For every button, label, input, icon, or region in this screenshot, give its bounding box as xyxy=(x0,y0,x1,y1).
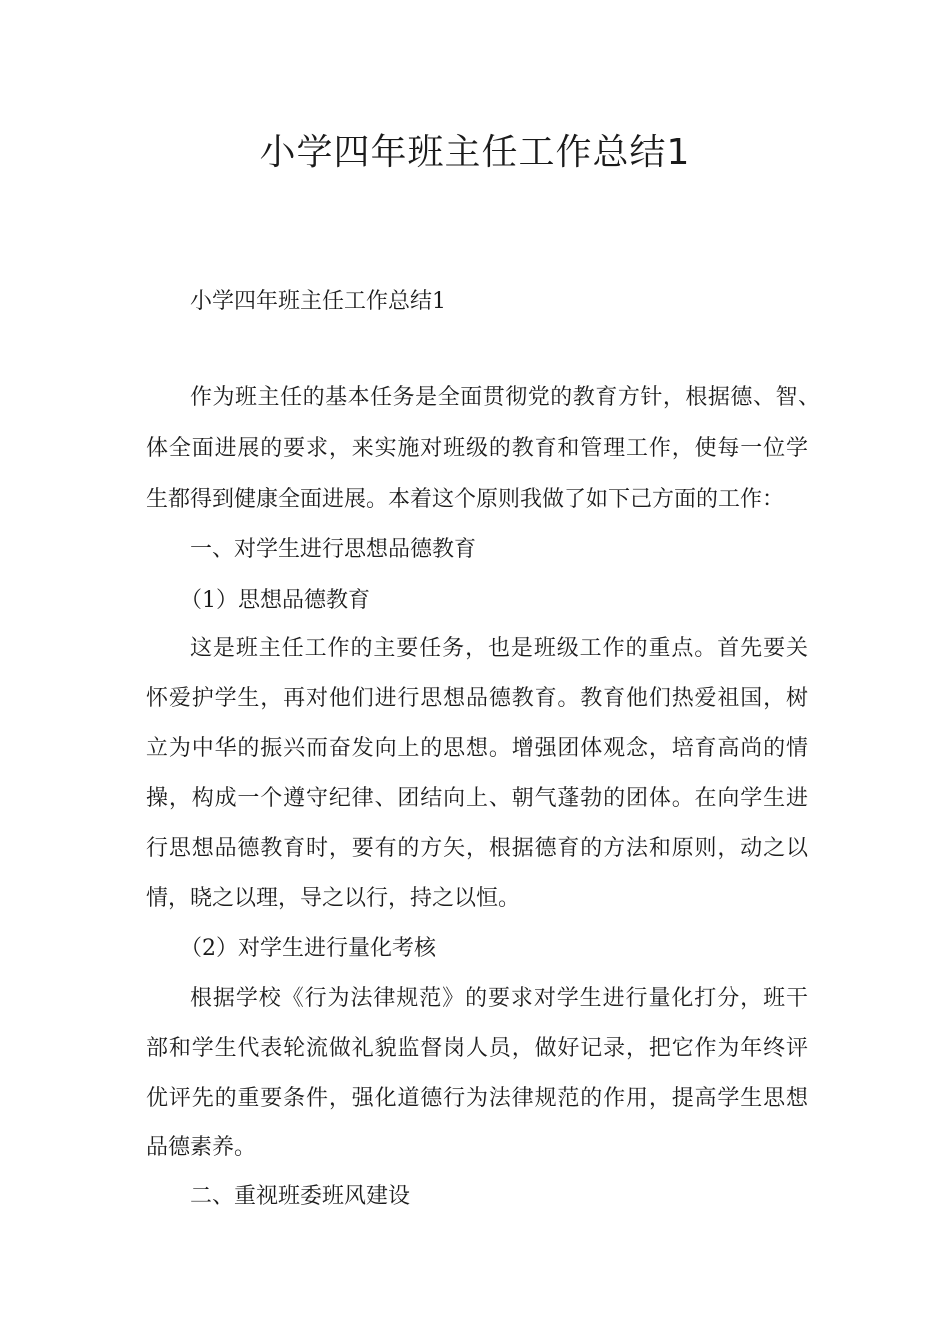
intro-line-2: 体全面进展的要求，来实施对班级的教育和管理工作，使每一位学 xyxy=(146,436,808,461)
section-1-sub-1-heading: （1）思想品德教育 xyxy=(180,588,370,613)
intro-line-1: 作为班主任的基本任务是全面贯彻党的教育方针，根据德、智、 xyxy=(190,385,820,410)
section-1-sub-1-line-3: 立为中华的振兴而奋发向上的思想。增强团体观念，培育高尚的情 xyxy=(146,736,808,761)
section-1-heading: 一、对学生进行思想品德教育 xyxy=(190,537,477,562)
section-1-sub-1-line-4: 操，构成一个遵守纪律、团结向上、朝气蓬勃的团体。在向学生进 xyxy=(146,786,808,811)
section-1-sub-2-heading: （2）对学生进行量化考核 xyxy=(180,936,436,961)
document-subtitle: 小学四年班主任工作总结1 xyxy=(190,289,446,314)
section-1-sub-1-line-5: 行思想品德教育时，要有的方矢，根据德育的方法和原则，动之以 xyxy=(146,836,808,861)
section-1-sub-2-line-2: 部和学生代表轮流做礼貌监督岗人员，做好记录，把它作为年终评 xyxy=(146,1036,808,1061)
section-1-sub-1-line-1: 这是班主任工作的主要任务，也是班级工作的重点。首先要关 xyxy=(190,636,808,661)
document-title: 小学四年班主任工作总结1 xyxy=(259,132,691,173)
section-2-heading: 二、重视班委班风建设 xyxy=(190,1184,411,1209)
section-1-sub-2-line-4: 品德素养。 xyxy=(146,1135,257,1160)
section-1-sub-2-line-3: 优评先的重要条件，强化道德行为法律规范的作用，提高学生思想 xyxy=(146,1086,808,1111)
intro-line-3: 生都得到健康全面进展。本着这个原则我做了如下己方面的工作： xyxy=(146,487,785,512)
section-1-sub-2-line-1: 根据学校《行为法律规范》的要求对学生进行量化打分，班干 xyxy=(190,986,808,1011)
section-1-sub-1-line-6: 情，晓之以理，导之以行，持之以恒。 xyxy=(146,886,521,911)
section-1-sub-1-line-2: 怀爱护学生，再对他们进行思想品德教育。教育他们热爱祖国，树 xyxy=(146,686,808,711)
